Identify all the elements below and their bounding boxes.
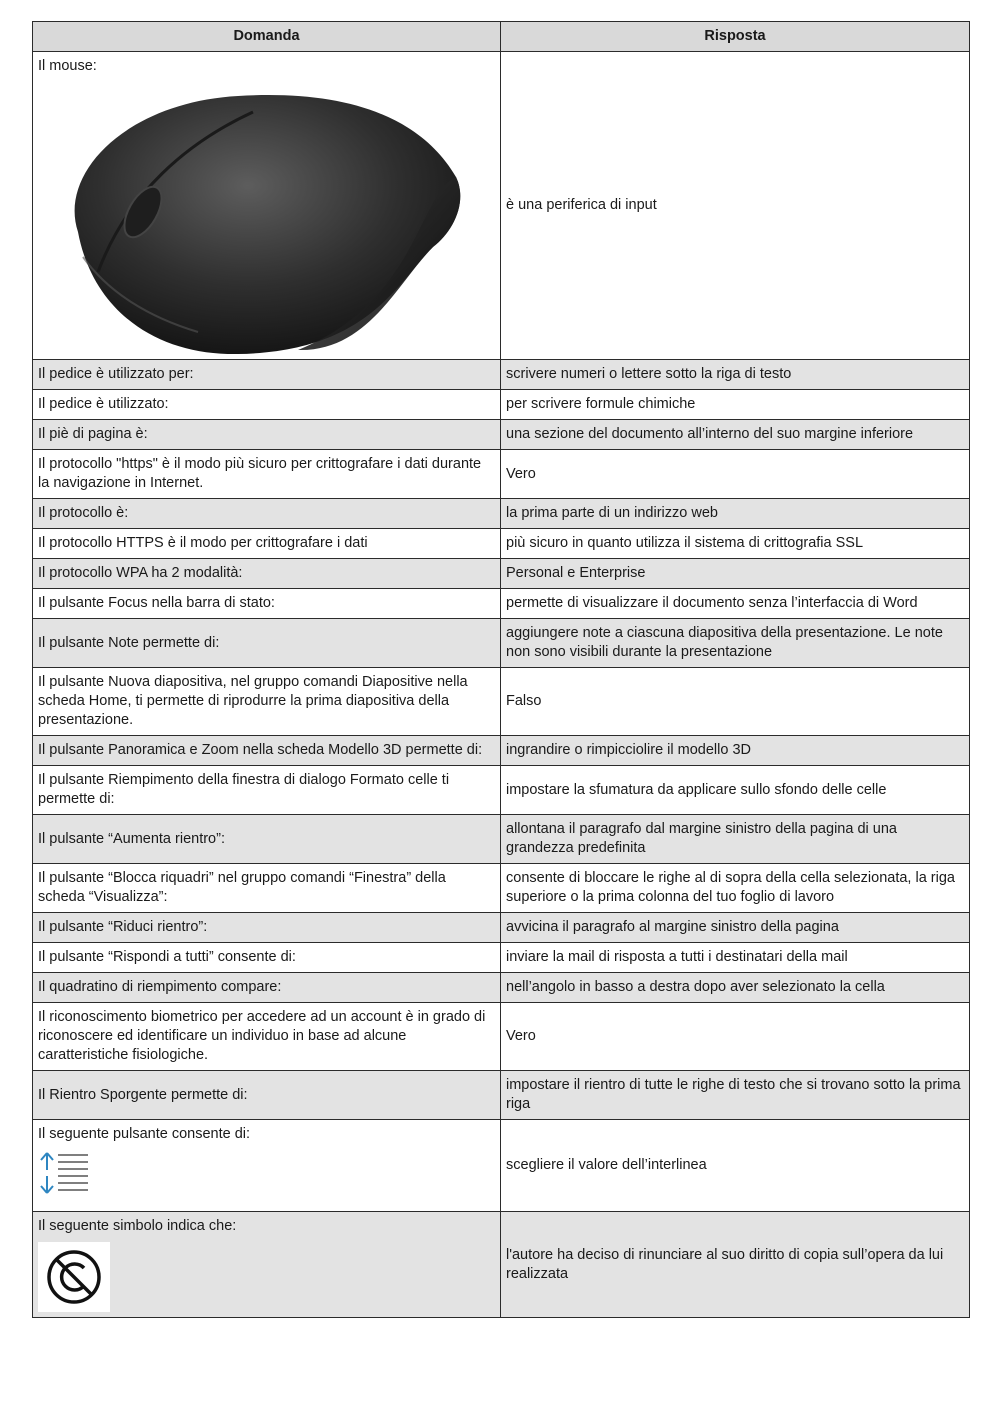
question-cell: Il quadratino di riempimento compare: bbox=[33, 973, 501, 1003]
answer-cell: allontana il paragrafo dal margine sinistro della pagina di una grandezza predefinita bbox=[501, 815, 970, 864]
answer-cell: Falso bbox=[501, 668, 970, 736]
table-row bbox=[33, 589, 970, 619]
computer-mouse-photo bbox=[38, 82, 468, 354]
question-text: Il seguente pulsante consente di: bbox=[38, 1126, 251, 1142]
answer-cell: una sezione del documento all’interno del suo margine inferiore bbox=[501, 420, 970, 450]
table-row bbox=[33, 668, 970, 736]
table-row bbox=[33, 973, 970, 1003]
question-cell: Il pulsante Focus nella barra di stato: bbox=[33, 589, 501, 619]
question-cell: Il protocollo "https" è il modo più sicuro per crittografare i dati durante la navigazione in Internet. bbox=[33, 450, 501, 499]
answer-cell: per scrivere formule chimiche bbox=[501, 390, 970, 420]
table-row bbox=[33, 52, 970, 360]
answer-cell: permette di visualizzare il documento senza l’interfaccia di Word bbox=[501, 589, 970, 619]
question-cell: Il protocollo HTTPS è il modo per crittografare i dati bbox=[33, 529, 501, 559]
table-row bbox=[33, 766, 970, 815]
answer-cell: è una periferica di input bbox=[501, 52, 970, 360]
answer-cell: nell’angolo in basso a destra dopo aver selezionato la cella bbox=[501, 973, 970, 1003]
table-row bbox=[33, 360, 970, 390]
table-row bbox=[33, 943, 970, 973]
table-row bbox=[33, 559, 970, 589]
question-cell: Il pulsante “Rispondi a tutti” consente di: bbox=[33, 943, 501, 973]
answer-cell: scegliere il valore dell’interlinea bbox=[501, 1120, 970, 1212]
question-text: Il seguente simbolo indica che: bbox=[38, 1218, 237, 1234]
question-cell bbox=[33, 1120, 501, 1212]
answer-cell: aggiungere note a ciascuna diapositiva della presentazione. Le note non sono visibili durante la presentazione bbox=[501, 619, 970, 668]
table-row bbox=[33, 736, 970, 766]
question-cell: Il riconoscimento biometrico per accedere ad un account è in grado di riconoscere ed identificare un individuo in base ad alcune caratteristiche fisiologiche. bbox=[33, 1003, 501, 1071]
answer-cell: avvicina il paragrafo al margine sinistro della pagina bbox=[501, 913, 970, 943]
question-cell: Il protocollo WPA ha 2 modalità: bbox=[33, 559, 501, 589]
table-row bbox=[33, 390, 970, 420]
answer-cell: scrivere numeri o lettere sotto la riga di testo bbox=[501, 360, 970, 390]
question-cell: Il pulsante “Blocca riquadri” nel gruppo comandi “Finestra” della scheda “Visualizza”: bbox=[33, 864, 501, 913]
question-text: Il mouse: bbox=[38, 58, 97, 74]
answer-cell: la prima parte di un indirizzo web bbox=[501, 499, 970, 529]
header-answer: Risposta bbox=[501, 22, 970, 52]
table-row bbox=[33, 499, 970, 529]
answer-cell: più sicuro in quanto utilizza il sistema di crittografia SSL bbox=[501, 529, 970, 559]
question-cell: Il pulsante Note permette di: bbox=[33, 619, 501, 668]
answer-cell: Vero bbox=[501, 450, 970, 499]
answer-cell: Personal e Enterprise bbox=[501, 559, 970, 589]
question-cell: Il pulsante “Riduci rientro”: bbox=[33, 913, 501, 943]
question-cell: Il pulsante “Aumenta rientro”: bbox=[33, 815, 501, 864]
header-question: Domanda bbox=[33, 22, 501, 52]
no-copyright-icon bbox=[38, 1242, 110, 1312]
qa-table bbox=[32, 21, 970, 1318]
table-row bbox=[33, 864, 970, 913]
question-cell: Il pedice è utilizzato per: bbox=[33, 360, 501, 390]
question-cell: Il pedice è utilizzato: bbox=[33, 390, 501, 420]
table-row bbox=[33, 1003, 970, 1071]
answer-cell: l'autore ha deciso di rinunciare al suo diritto di copia sull’opera da lui realizzata bbox=[501, 1212, 970, 1318]
question-cell: Il Rientro Sporgente permette di: bbox=[33, 1071, 501, 1120]
answer-cell: impostare il rientro di tutte le righe di testo che si trovano sotto la prima riga bbox=[501, 1071, 970, 1120]
question-cell bbox=[33, 52, 501, 360]
answer-cell: ingrandire o rimpicciolire il modello 3D bbox=[501, 736, 970, 766]
question-cell: Il pulsante Riempimento della finestra di dialogo Formato celle ti permette di: bbox=[33, 766, 501, 815]
question-cell: Il pulsante Nuova diapositiva, nel gruppo comandi Diapositive nella scheda Home, ti permette di riprodurre la prima diapositiva della presentazione. bbox=[33, 668, 501, 736]
table-row bbox=[33, 420, 970, 450]
table-row bbox=[33, 529, 970, 559]
table-row bbox=[33, 619, 970, 668]
table-row bbox=[33, 1071, 970, 1120]
answer-cell: Vero bbox=[501, 1003, 970, 1071]
question-cell bbox=[33, 1212, 501, 1318]
question-cell: Il piè di pagina è: bbox=[33, 420, 501, 450]
question-cell: Il protocollo è: bbox=[33, 499, 501, 529]
answer-cell: consente di bloccare le righe al di sopra della cella selezionata, la riga superiore o la prima colonna del tuo foglio di lavoro bbox=[501, 864, 970, 913]
table-row bbox=[33, 450, 970, 499]
answer-cell: inviare la mail di risposta a tutti i destinatari della mail bbox=[501, 943, 970, 973]
table-header-row bbox=[33, 22, 970, 52]
table-row bbox=[33, 815, 970, 864]
table-row bbox=[33, 1212, 970, 1318]
question-cell: Il pulsante Panoramica e Zoom nella scheda Modello 3D permette di: bbox=[33, 736, 501, 766]
table-row bbox=[33, 913, 970, 943]
table-row bbox=[33, 1120, 970, 1212]
line-spacing-icon bbox=[38, 1150, 495, 1202]
answer-cell: impostare la sfumatura da applicare sullo sfondo delle celle bbox=[501, 766, 970, 815]
